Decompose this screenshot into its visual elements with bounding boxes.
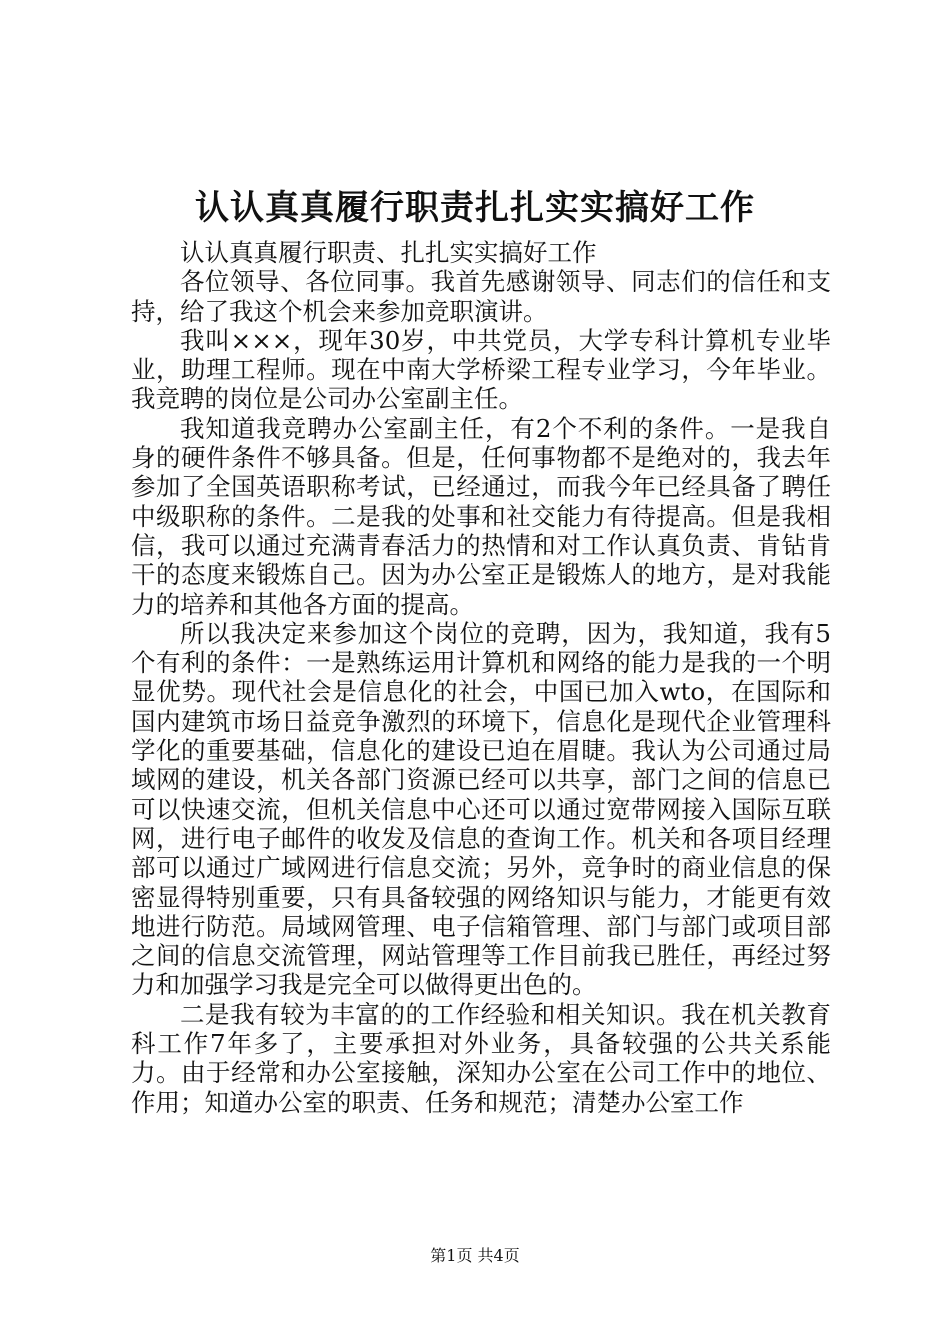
page-number-footer: 第1页 共4页 xyxy=(430,1246,520,1265)
body-paragraph: 各位领导、各位同事。我首先感谢领导、同志们的信任和支持，给了我这个机会来参加竞职演讲。 xyxy=(131,267,831,326)
document-body xyxy=(131,238,831,1117)
body-paragraph: 我叫×××，现年30岁，中共党员，大学专科计算机专业毕业，助理工程师。现在中南大学桥梁工程专业学习，今年毕业。我竞聘的岗位是公司办公室副主任。 xyxy=(131,325,831,414)
body-paragraph: 二是我有较为丰富的的工作经验和相关知识。我在机关教育科工作7年多了，主要承担对外业务，具备较强的公共关系能力。由于经常和办公室接触，深知办公室在公司工作中的地位、作用；知道办公室的职责、任务和规范；清楚办公室工作 xyxy=(131,999,831,1117)
body-paragraph: 我知道我竞聘办公室副主任，有2个不利的条件。一是我自身的硬件条件不够具备。但是，任何事物都不是绝对的，我去年参加了全国英语职称考试，已经通过，而我今年已经具备了聘任中级职称的条件。二是我的处事和社交能力有待提高。但是我相信，我可以通过充满青春活力的热情和对工作认真负责、肯钻肯干的态度来锻炼自己。因为办公室正是锻炼人的地方，是对我能力的培养和其他各方面的提高。 xyxy=(131,413,831,619)
subtitle-paragraph: 认认真真履行职责、扎扎实实搞好工作 xyxy=(180,238,597,267)
document-title: 认认真真履行职责扎扎实实搞好工作 xyxy=(195,188,755,228)
body-paragraph: 所以我决定来参加这个岗位的竞聘，因为，我知道，我有5个有利的条件：一是熟练运用计算机和网络的能力是我的一个明显优势。现代社会是信息化的社会，中国已加入wto，在国际和国内建筑市场日益竞争激烈的环境下，信息化是现代企业管理科学化的重要基础，信息化的建设已迫在眉睫。我认为公司通过局域网的建设，机关各部门资源已经可以共享，部门之间的信息已可以快速交流，但机关信息中心还可以通过宽带网接入国际互联网，进行电子邮件的收发及信息的查询工作。机关和各项目经理部可以通过广域网进行信息交流；另外，竞争时的商业信息的保密显得特别重要，只有具备较强的网络知识与能力，才能更有效地进行防范。局域网管理、电子信箱管理、部门与部门或项目部之间的信息交流管理，网站管理等工作目前我已胜任，再经过努力和加强学习我是完全可以做得更出色的。 xyxy=(131,618,831,1000)
